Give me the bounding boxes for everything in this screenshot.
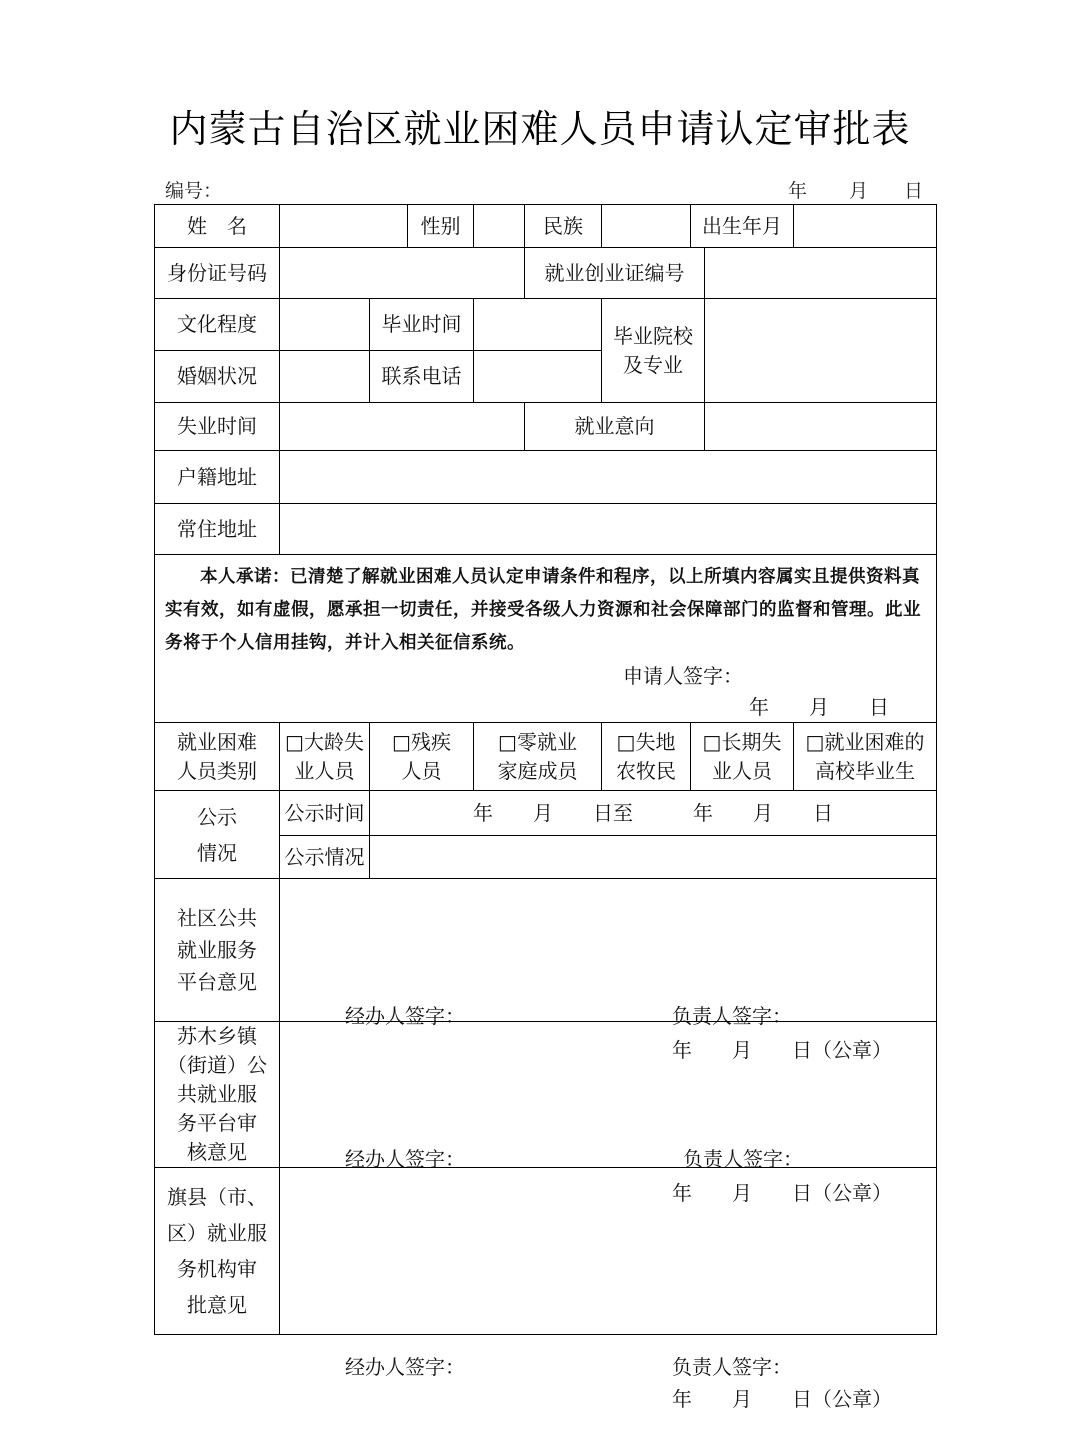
employment-cert-label: 就业创业证编号 [525, 248, 705, 299]
id-number-label: 身份证号码 [155, 248, 280, 299]
header-month: 月 [849, 180, 869, 202]
approval-label-line: 社区公共 [177, 906, 257, 930]
residence-address-label: 常住地址 [155, 504, 280, 555]
application-form-table [154, 204, 937, 1411]
category-option-line2: 农牧民 [616, 758, 676, 783]
category-option-line2: 人员 [401, 758, 442, 783]
handler-signature-label[interactable]: 经办人签字： [345, 1004, 465, 1028]
publicity-status-label: 公示情况 [280, 836, 370, 879]
approval-label-line: （街道）公 [167, 1053, 267, 1077]
name-input[interactable] [280, 205, 408, 248]
handler-signature-label[interactable]: 经办人签字： [345, 1146, 465, 1171]
category-option-line1: □大龄失 [285, 729, 364, 754]
leader-signature-label[interactable]: 负责人签字： [672, 1355, 792, 1379]
header-day: 日 [904, 180, 924, 202]
approval-community-body[interactable] [280, 879, 937, 1062]
unemployed-time-label: 失业时间 [155, 403, 280, 451]
category-option-line1: □就业困难的 [805, 729, 925, 754]
education-label: 文化程度 [155, 299, 280, 351]
category-option-line1: □零就业 [498, 729, 577, 754]
pledge-date: 年 月 日 [749, 695, 889, 719]
header-year: 年 [788, 180, 808, 202]
handler-signature-label[interactable]: 经办人签字： [345, 1355, 465, 1379]
category-option-line2: 业人员 [712, 758, 772, 783]
category-label [155, 723, 280, 791]
category-option-older-unemployed[interactable] [280, 723, 370, 791]
marital-label: 婚姻状况 [155, 351, 280, 403]
row-approval-community [155, 879, 937, 1022]
approval-community-label [155, 879, 280, 1022]
marital-input[interactable] [280, 351, 370, 403]
category-option-line2: 高校毕业生 [815, 758, 915, 783]
residence-address-input[interactable] [280, 504, 937, 555]
approval-label-line: 务机构审 [177, 1257, 257, 1281]
publicity-label-line2: 情况 [197, 840, 237, 865]
category-option-line2: 家庭成员 [497, 758, 578, 783]
leader-signature-label[interactable]: 负责人签字： [672, 1004, 792, 1028]
row-category [155, 723, 937, 791]
category-option-long-term-unemployed[interactable] [691, 723, 794, 791]
leader-signature-label[interactable]: 负责人签字： [683, 1146, 803, 1171]
category-option-line1: □残疾 [392, 729, 451, 754]
grad-time-input[interactable] [474, 299, 602, 351]
approval-label-line: 核意见 [187, 1140, 247, 1164]
name-label: 姓 名 [155, 205, 280, 248]
approval-label-line: 区）就业服 [167, 1221, 267, 1245]
birth-label: 出生年月 [691, 205, 794, 248]
row-residence [155, 504, 937, 555]
publicity-label-line1: 公示 [197, 804, 237, 829]
category-option-zero-employment-family[interactable] [474, 723, 602, 791]
approval-label-line: 旗县（市、 [167, 1185, 267, 1209]
applicant-signature-label[interactable]: 申请人签字： [623, 664, 743, 688]
category-label-line2: 人员类别 [177, 758, 257, 783]
row-household [155, 451, 937, 504]
category-label-line1: 就业困难 [177, 729, 257, 754]
row-education [155, 299, 937, 351]
approval-county-label [155, 1168, 280, 1335]
approval-date-seal: 年 月 日（公章） [672, 1038, 892, 1062]
publicity-time-value[interactable]: 年 月 日至 年 月 日 [370, 791, 937, 836]
category-option-line2: 业人员 [294, 758, 355, 783]
approval-date-seal: 年 月 日（公章） [672, 1387, 892, 1411]
category-option-line1: □失地 [616, 729, 676, 754]
publicity-time-label: 公示时间 [280, 791, 370, 836]
category-option-landless-farmers[interactable] [602, 723, 691, 791]
pledge-text: 本人承诺：已清楚了解就业困难人员认定申请条件和程序，以上所填内容属实且提供资料真实有效，如有虚假，愿承担一切责任，并接受各级人力资源和社会保障部门的监督和管理。此业务将于个人信用挂钩，并计入相关征信系统。 [165, 567, 921, 653]
ethnicity-input[interactable] [602, 205, 691, 248]
row-unemployment [155, 403, 937, 451]
form-title: 内蒙古自治区就业困难人员申请认定审批表 [169, 107, 911, 151]
grad-school-label [602, 299, 705, 403]
grad-school-input[interactable] [705, 299, 937, 403]
publicity-status-input[interactable] [370, 836, 937, 879]
header-date [788, 176, 923, 203]
serial-number-label: 编号： [165, 180, 223, 202]
job-intention-input[interactable] [705, 403, 937, 451]
household-address-input[interactable] [280, 451, 937, 504]
category-option-graduates[interactable] [794, 723, 937, 791]
id-number-input[interactable] [280, 248, 525, 299]
employment-cert-input[interactable] [705, 248, 937, 299]
approval-label-line: 共就业服 [177, 1082, 257, 1106]
unemployed-time-input[interactable] [280, 403, 525, 451]
category-option-disabled[interactable] [370, 723, 474, 791]
approval-label-line: 就业服务 [177, 938, 257, 962]
ethnicity-label: 民族 [525, 205, 602, 248]
category-option-line1: □长期失 [702, 729, 782, 754]
approval-label-line: 批意见 [187, 1293, 247, 1317]
approval-label-line: 苏木乡镇 [177, 1024, 257, 1048]
gender-label: 性别 [408, 205, 474, 248]
publicity-label [155, 791, 280, 879]
approval-township-label [155, 1022, 280, 1168]
education-input[interactable] [280, 299, 370, 351]
gender-input[interactable] [474, 205, 525, 248]
grad-school-label-line2: 及专业 [623, 352, 683, 377]
approval-label-line: 务平台审 [177, 1111, 257, 1135]
row-pledge [155, 555, 937, 723]
grad-school-label-line1: 毕业院校 [613, 323, 693, 348]
phone-label: 联系电话 [370, 351, 474, 403]
row-basic-info [155, 205, 937, 248]
grad-time-label: 毕业时间 [370, 299, 474, 351]
household-address-label: 户籍地址 [155, 451, 280, 504]
phone-input[interactable] [474, 351, 602, 403]
row-id [155, 248, 937, 299]
approval-label-line: 平台意见 [177, 970, 257, 994]
pledge-cell [155, 555, 937, 723]
approval-date-seal: 年 月 日（公章） [672, 1180, 892, 1205]
birth-input[interactable] [794, 205, 937, 248]
row-publicity-time [155, 791, 937, 836]
job-intention-label: 就业意向 [525, 403, 705, 451]
